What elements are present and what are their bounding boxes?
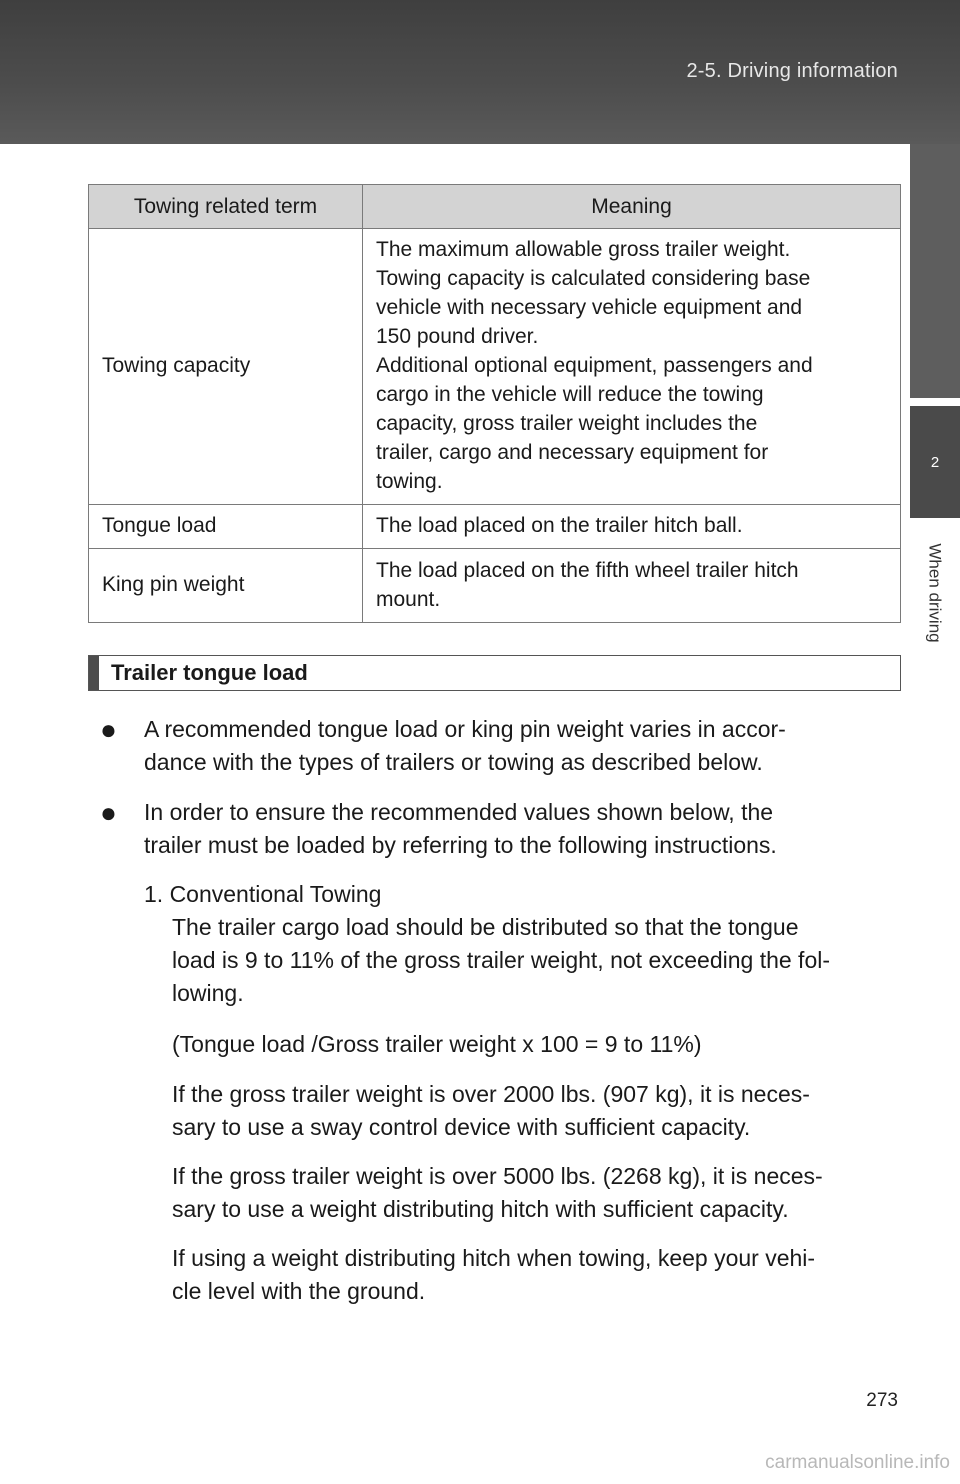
meaning-line: Additional optional equipment, passengers and xyxy=(376,354,813,377)
meaning-line: capacity, gross trailer weight includes the xyxy=(376,412,758,435)
chapter-label-container xyxy=(910,518,960,668)
bullet-line: A recommended tongue load or king pin weight varies in accor- xyxy=(144,716,786,742)
section-heading-accent xyxy=(89,656,99,690)
instruction-paragraph xyxy=(172,911,892,1010)
column-header-term: Towing related term xyxy=(89,185,363,229)
instruction-paragraph xyxy=(172,1078,892,1144)
meaning-cell xyxy=(363,229,901,505)
term-cell: King pin weight xyxy=(89,549,363,623)
bullet-icon: ● xyxy=(100,714,117,745)
meaning-cell xyxy=(363,505,901,549)
meaning-cell xyxy=(363,549,901,623)
meaning-line: towing. xyxy=(376,470,443,493)
paragraph-line: lowing. xyxy=(172,980,244,1006)
section-heading xyxy=(88,655,901,691)
numbered-item-heading: 1. Conventional Towing xyxy=(144,881,382,907)
instruction-paragraph xyxy=(172,1242,892,1308)
paragraph-line: The trailer cargo load should be distributed so that the tongue xyxy=(172,914,799,940)
bullet-item xyxy=(100,713,894,779)
section-heading-title: Trailer tongue load xyxy=(111,660,308,685)
bullet-line: dance with the types of trailers or towing as described below. xyxy=(144,749,763,775)
table-header-row xyxy=(89,185,901,229)
paragraph-line: If the gross trailer weight is over 2000 lbs. (907 kg), it is neces- xyxy=(172,1081,810,1107)
meaning-line: The maximum allowable gross trailer weight. xyxy=(376,238,791,261)
paragraph-line: load is 9 to 11% of the gross trailer weight, not exceeding the fol- xyxy=(172,947,831,973)
meaning-line: Towing capacity is calculated considering base xyxy=(376,267,811,290)
table-row xyxy=(89,549,901,623)
paragraph-line: cle level with the ground. xyxy=(172,1278,426,1304)
chapter-label: When driving xyxy=(926,543,945,643)
chapter-number: 2 xyxy=(930,453,940,471)
side-tab-upper xyxy=(910,144,960,398)
table-row xyxy=(89,229,901,505)
paragraph-line: If using a weight distributing hitch when towing, keep your vehi- xyxy=(172,1245,816,1271)
bullet-line: trailer must be loaded by referring to the following instructions. xyxy=(144,832,777,858)
term-cell: Tongue load xyxy=(89,505,363,549)
section-title: 2-5. Driving information xyxy=(686,60,898,82)
column-header-meaning: Meaning xyxy=(363,185,901,229)
table-row xyxy=(89,505,901,549)
meaning-line: The load placed on the fifth wheel trailer hitch xyxy=(376,558,799,582)
towing-terms-table xyxy=(88,184,901,623)
meaning-line: vehicle with necessary vehicle equipment and xyxy=(376,296,803,319)
meaning-line: trailer, cargo and necessary equipment for xyxy=(376,441,769,464)
paragraph-line: sary to use a weight distributing hitch with sufficient capacity. xyxy=(172,1196,789,1222)
term-cell: Towing capacity xyxy=(89,229,363,505)
bullet-item xyxy=(100,796,894,862)
meaning-line: mount. xyxy=(376,587,441,611)
page-header xyxy=(0,0,960,144)
bullet-icon: ● xyxy=(100,797,117,828)
page-number: 273 xyxy=(866,1390,898,1411)
bullet-line: In order to ensure the recommended values shown below, the xyxy=(144,799,774,825)
instruction-paragraph xyxy=(172,1160,892,1226)
paragraph-line: sary to use a sway control device with sufficient capacity. xyxy=(172,1114,751,1140)
watermark: carmanualsonline.info xyxy=(765,1452,950,1473)
meaning-line: cargo in the vehicle will reduce the towing xyxy=(376,383,764,406)
chapter-tab xyxy=(910,406,960,518)
formula-paragraph xyxy=(172,1028,892,1061)
meaning-line: The load placed on the trailer hitch ball. xyxy=(376,514,743,537)
paragraph-line: (Tongue load /Gross trailer weight x 100 = 9 to 11%) xyxy=(172,1031,702,1057)
paragraph-line: If the gross trailer weight is over 5000 lbs. (2268 kg), it is neces- xyxy=(172,1163,823,1189)
meaning-line: 150 pound driver. xyxy=(376,325,539,348)
